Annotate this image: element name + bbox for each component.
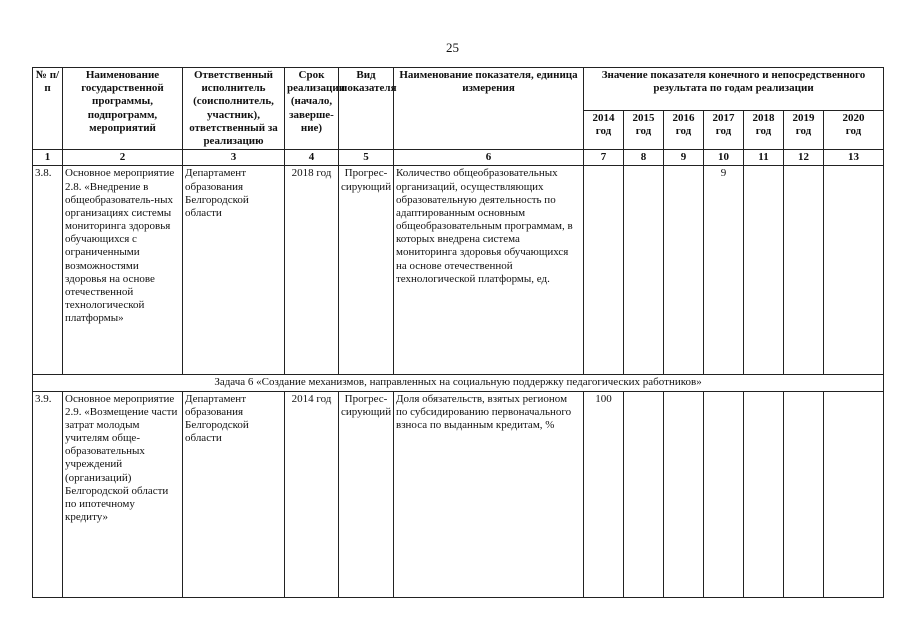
value-2016	[664, 166, 704, 375]
year-unit: год	[675, 125, 692, 138]
value-2015	[624, 391, 664, 597]
column-number: 1	[33, 150, 63, 166]
year-unit: год	[755, 125, 772, 138]
column-number: 7	[584, 150, 624, 166]
year-label: 2014	[592, 112, 615, 125]
header-year-2019	[784, 111, 824, 150]
value-2020	[824, 391, 884, 597]
year-label: 2015	[632, 112, 655, 125]
header-responsible: Ответственный исполнитель (соисполнитель, участник), ответственный за реализацию	[183, 68, 285, 150]
value-2019	[784, 391, 824, 597]
column-number: 4	[285, 150, 339, 166]
value-2014	[584, 166, 624, 375]
row-indicator: Доля обязательств, взятых регионом по субсидированию первоначального взноса по выданным кредитам, %	[394, 391, 584, 597]
value-2018	[744, 166, 784, 375]
header-year-2018	[744, 111, 784, 150]
row-num: 3.8.	[33, 166, 63, 375]
column-number: 12	[784, 150, 824, 166]
header-num: № п/п	[33, 68, 63, 150]
header-indicator: Наименование показателя, единица измерения	[394, 68, 584, 150]
year-unit: год	[795, 125, 812, 138]
task-title: Задача 6 «Создание механизмов, направленных на социальную поддержку педагогических работников»	[33, 375, 884, 391]
header-name: Наименование государственной программы, подпрограмм, мероприятий	[63, 68, 183, 150]
column-number: 13	[824, 150, 884, 166]
value-2014: 100	[584, 391, 624, 597]
value-2018	[744, 391, 784, 597]
value-2019	[784, 166, 824, 375]
table-row	[33, 166, 884, 375]
row-term: 2018 год	[285, 166, 339, 375]
year-unit: год	[845, 125, 862, 138]
year-label: 2016	[672, 112, 695, 125]
header-year-2017	[704, 111, 744, 150]
year-label: 2017	[712, 112, 735, 125]
column-number: 8	[624, 150, 664, 166]
header-term: Срок реализации (начало, заверше-ние)	[285, 68, 339, 150]
row-name: Основное мероприятие 2.8. «Внедрение в общеобразователь-ных организациях системы мониторинга здоровья обучающихся с ограниченными возможностями здоровья на основе отечественной технологической платформы»	[63, 166, 183, 375]
row-term: 2014 год	[285, 391, 339, 597]
header-type: Вид показателя	[339, 68, 394, 150]
row-responsible: Департамент образования Белгородской области	[183, 391, 285, 597]
row-responsible: Департамент образования Белгородской области	[183, 166, 285, 375]
column-number: 11	[744, 150, 784, 166]
header-year-2015	[624, 111, 664, 150]
value-2016	[664, 391, 704, 597]
column-number: 3	[183, 150, 285, 166]
page-number: 25	[446, 40, 459, 55]
year-unit: год	[715, 125, 732, 138]
indicators-table	[32, 67, 884, 598]
value-2017: 9	[704, 166, 744, 375]
row-num: 3.9.	[33, 391, 63, 597]
year-unit: год	[635, 125, 652, 138]
value-2017	[704, 391, 744, 597]
header-year-2014	[584, 111, 624, 150]
row-type: Прогрес-сирующий	[339, 166, 394, 375]
column-numbers-row	[33, 150, 884, 166]
value-2020	[824, 166, 884, 375]
header-values: Значение показателя конечного и непосредственного результата по годам реализации	[584, 68, 884, 111]
table-row	[33, 391, 884, 597]
year-unit: год	[595, 125, 612, 138]
column-number: 5	[339, 150, 394, 166]
column-number: 10	[704, 150, 744, 166]
year-label: 2020	[842, 112, 865, 125]
value-2015	[624, 166, 664, 375]
header-year-2020	[824, 111, 884, 150]
task-row	[33, 375, 884, 391]
column-number: 2	[63, 150, 183, 166]
column-number: 6	[394, 150, 584, 166]
row-type: Прогрес-сирующий	[339, 391, 394, 597]
column-number: 9	[664, 150, 704, 166]
row-name: Основное мероприятие 2.9. «Возмещение части затрат молодым учителям обще-образовательных учреждений (организаций) Белгородской области по ипотечному кредиту»	[63, 391, 183, 597]
year-label: 2018	[752, 112, 775, 125]
row-indicator: Количество общеобразовательных организаций, осуществляющих образовательную деятельность по адаптированным основным общеобразовательным программам, в которых внедрена система мониторинга здоровья обучающихся на основе отечественной технологической платформы, ед.	[394, 166, 584, 375]
year-label: 2019	[792, 112, 815, 125]
header-year-2016	[664, 111, 704, 150]
